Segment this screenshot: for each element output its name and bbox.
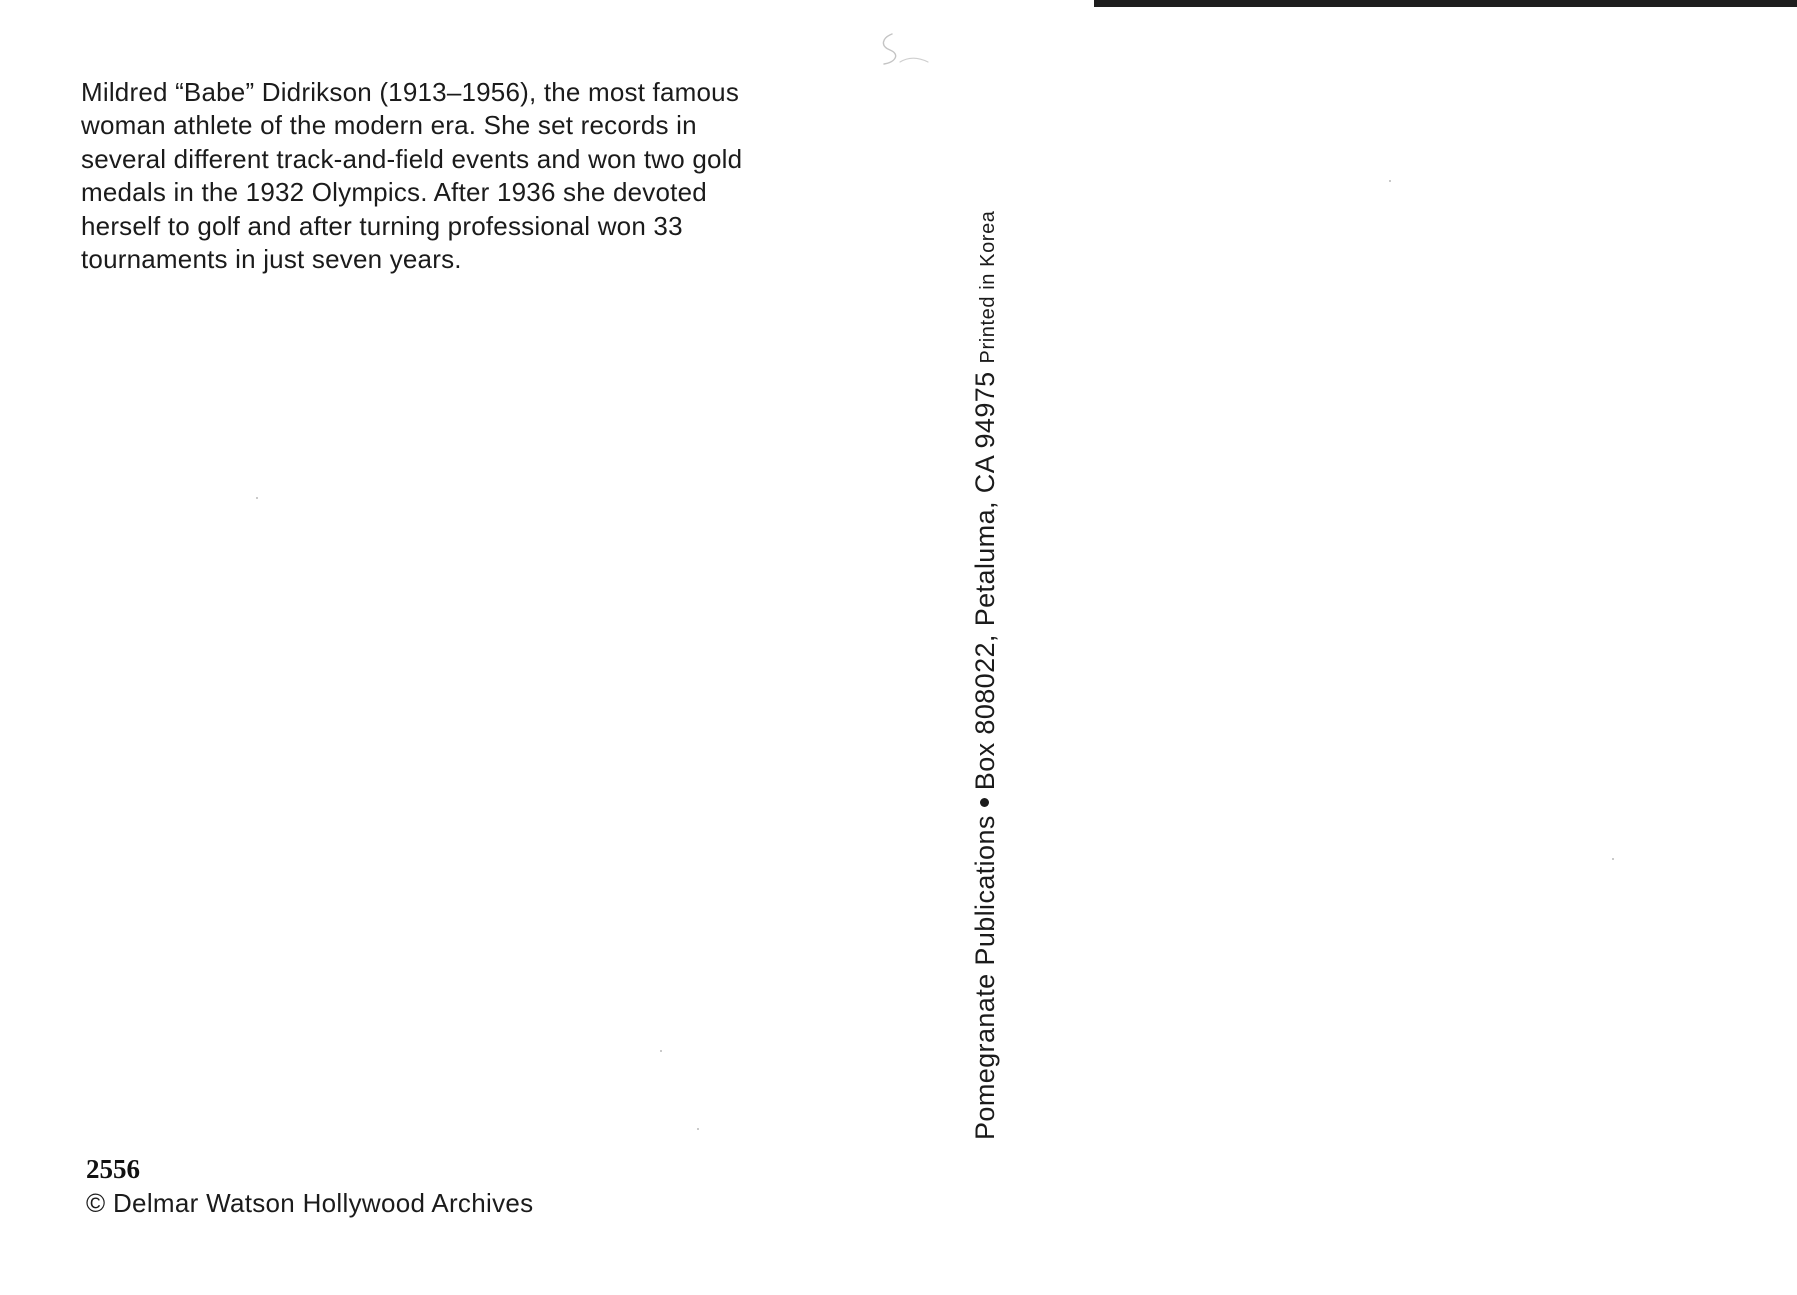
pencil-mark-icon <box>870 28 940 73</box>
caption-line: woman athlete of the modern era. She set records in <box>81 110 697 141</box>
caption-line: medals in the 1932 Olympics. After 1936 she devoted <box>81 177 707 208</box>
photo-credit: © Delmar Watson Hollywood Archives <box>86 1188 534 1218</box>
bullet-icon <box>980 798 989 807</box>
caption-line: tournaments in just seven years. <box>81 244 462 275</box>
caption-line: herself to golf and after turning professional won 33 <box>81 210 683 241</box>
printed-in: Printed in Korea <box>977 210 999 364</box>
caption-line: Mildred “Babe” Didrikson (1913–1956), the most famous <box>81 77 740 107</box>
paper-speck <box>1612 858 1614 860</box>
paper-speck <box>256 497 258 499</box>
paper-speck <box>697 1128 699 1130</box>
stamp-area-top-rule <box>1094 0 1797 7</box>
caption-text <box>81 76 841 276</box>
publisher-address: Box 808022, Petaluma, CA 94975 <box>970 371 1000 791</box>
paper-speck <box>1389 180 1391 182</box>
paper-speck <box>660 1050 662 1052</box>
publisher-name: Pomegranate Publications <box>970 815 1000 1140</box>
caption-line: several different track-and-field events and won two gold <box>81 143 743 174</box>
item-number: 2556 <box>86 1154 140 1184</box>
publisher-imprint <box>972 210 999 1140</box>
